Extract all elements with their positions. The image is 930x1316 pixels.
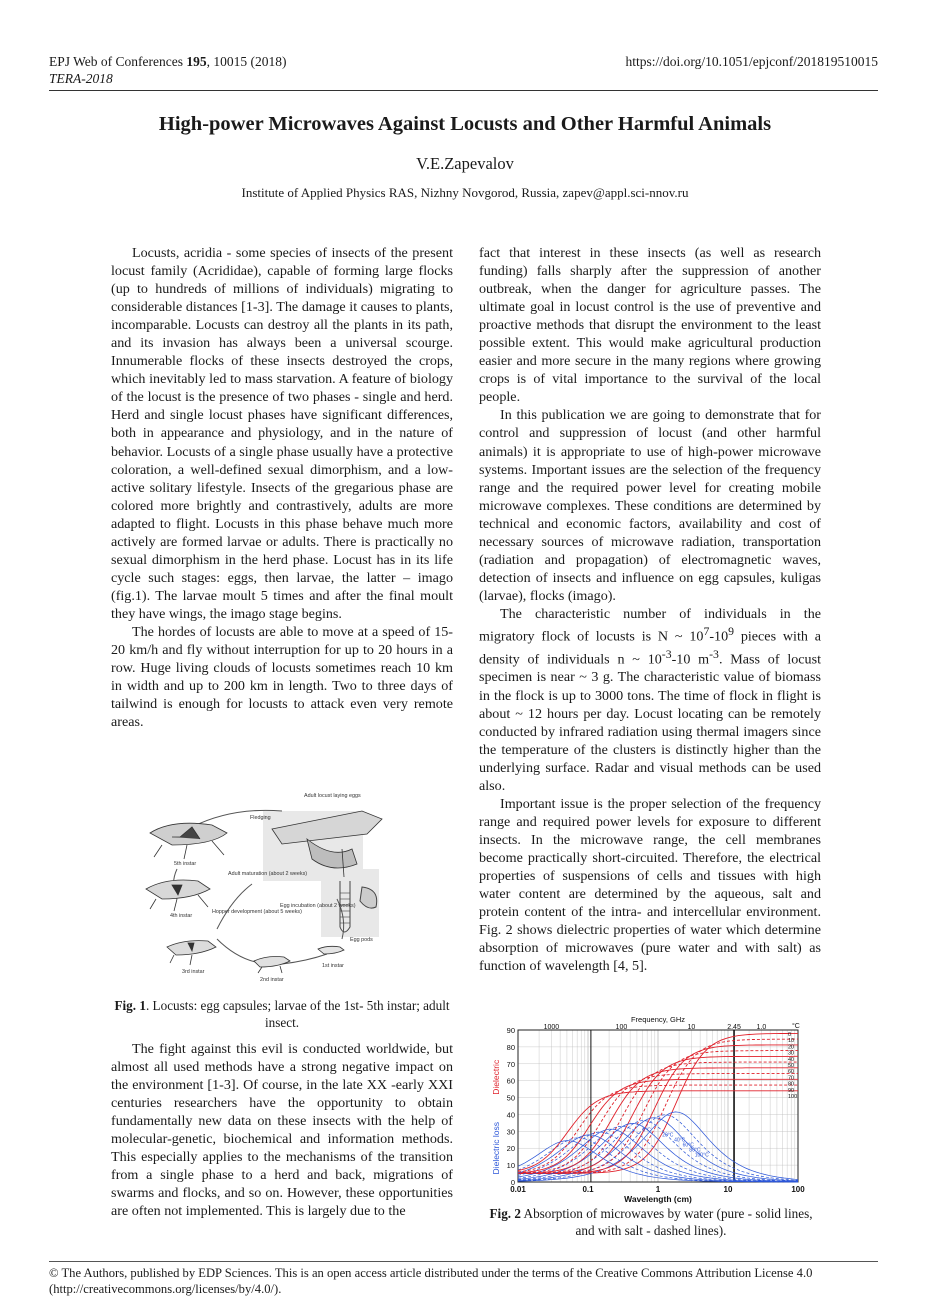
x-tick-label: 0.01 [510,1185,526,1194]
temperature-label: 60 [788,1069,795,1076]
top-tick-label: 1.0 [756,1024,767,1031]
label-fifth-instar: 5th instar [174,861,197,867]
label-fourth-instar: 4th instar [170,913,193,919]
x-tick-label: 100 [791,1185,805,1194]
temperature-label: 20 [788,1044,795,1051]
paragraph: In this publication we are going to demonstrate that for control and suppression of locust (and other harmful animals) it is appropriate to use of high-power microwave systems. Important issues are the selection of the frequency range and the required power level for creating mobile microwave complexes. These conditions are determined by technical and economic factors, availability and cost of necessary sources of microwave radiation, transportation (radiation and propagation) of electromagnetic waves, detection of insects and influence on egg capsules, kuligas (larvae), flocks (imago). [479,407,821,604]
loss-peak-label: 0°C [642,1127,651,1134]
paragraph: The characteristic number of individuals in the migratory flock of locusts is N ~ $10^7-10^9$ pieces with a density of individuals n ~ $10^{-3}-10$ $m^{-3}$. Mass of locust specimen is near ~ 3 g. The characteristic value of biomass in the flock is up to 3000 tons. The time of flock in flight is about ~ 12 hours per day. Locust locating can be remotely conducted by infrared radiation using thermal imagers since the temperature of the clusters is distinctly higher than the underlying surface. Radar and visual methods can be used also. [479,605,821,794]
temperature-label: 0 [788,1032,792,1038]
license-line: © The Authors, published by EDP Sciences. This is an open access article distributed under the terms of the Creative Commons Attribution License 4.0 [49,1266,813,1280]
top-tick-label: 100 [615,1024,628,1031]
left-column-bottom [111,1040,453,1220]
x-tick-label: 10 [723,1185,733,1194]
temperature-label: 100 [788,1094,798,1100]
figure-locust-life-cycle [132,789,432,985]
top-tick-label: 10 [687,1024,696,1031]
affiliation: Institute of Applied Physics RAS, Nizhny Novgorod, Russia, zapev@appl.sci-nnov.ru [241,185,689,200]
x-tick-label: 1 [655,1185,661,1194]
label-hopper: Hopper development (about 5 weeks) [212,909,302,915]
label-fledging: Fledging [250,815,271,821]
doi-link[interactable]: https://doi.org/10.1051/epjconf/201819510015 [625,54,878,69]
temperature-label: 70 [788,1075,795,1082]
first-instar-icon [318,946,344,954]
header-divider [49,90,878,91]
figure1-caption: Fig. 1. Locusts: egg capsules; larvae of the 1st- 5th instar; adult insect. [114,998,450,1030]
temperature-unit: °C [792,1023,800,1030]
conference-name: TERA-2018 [49,71,113,86]
top-axis-label: Frequency, GHz [630,1015,686,1024]
running-header-left [49,53,287,87]
y-tick-label: 20 [506,1144,515,1154]
loss-peak-label: 80°C [689,1147,701,1154]
loss-peak-label: 20°C [662,1132,674,1139]
y-tick-label: 50 [506,1093,515,1103]
y-tick-label: 30 [506,1127,515,1137]
label-maturation: Adult maturation (about 2 weeks) [228,871,308,877]
top-tick-label: 1000 [543,1024,560,1031]
temperature-label: 80 [788,1081,795,1088]
label-third-instar: 3rd instar [182,969,205,975]
license-url[interactable]: (http://creativecommons.org/licenses/by/4.0/). [49,1281,282,1296]
life-cycle-illustration [132,789,432,985]
y-tick-label: 80 [506,1042,515,1052]
absorption-chart-svg [490,1014,810,1208]
label-egg-pods: Egg pods [350,937,373,943]
label-first-instar: 1st instar [322,963,344,969]
temperature-label: 50 [788,1063,795,1069]
author-name: V.E.Zapevalov [416,154,514,173]
y-axis-label-loss: Dielectric loss [491,1122,501,1175]
paragraph: fact that interest in these insects (as well as research funding) falls sharply after the suppression of another outbreak, when the danger for agriculture passes. The ultimate goal in locust control is the use of preventive and proactive methods that disrupt the environment to the least possible extent. This would make agricultural production easier and more secure in the many regions where growing crops is of vital importance to the survival of the local people. [479,245,821,406]
third-instar-icon [167,941,216,965]
label-second-instar: 2nd instar [260,977,284,983]
figure2-caption: Fig. 2 Absorption of microwaves by water (pure - solid lines, and with salt - dashed lines). [489,1206,813,1238]
fifth-instar-icon [150,823,227,859]
temperature-label: 40 [788,1056,795,1063]
journal-citation: EPJ Web of Conferences 195, 10015 (2018) [49,54,287,69]
loss-peak-label: 40°C [674,1137,686,1144]
right-column [479,244,821,975]
loss-peak-label: 100°C [694,1152,709,1159]
x-axis-label: Wavelength (cm) [624,1194,692,1204]
x-tick-label: 0.1 [582,1185,594,1194]
loss-peak-label: 60°C [682,1142,694,1149]
footer-divider [49,1261,878,1262]
temperature-label: 90 [788,1087,795,1094]
license-footer [49,1266,879,1297]
temperature-label: 10 [788,1038,795,1045]
y-tick-label: 90 [506,1026,515,1035]
label-incubation: Egg incubation (about 2 weeks) [280,903,356,909]
y-axis-label-dielectric: Dielectric [491,1059,501,1095]
temperature-label: 30 [788,1050,795,1057]
left-column [111,244,453,731]
y-tick-label: 40 [506,1110,515,1120]
y-tick-label: 60 [506,1076,515,1086]
second-instar-icon [254,957,290,974]
paragraph: Locusts, acridia - some species of insects of the present locust family (Acrididae), capable of forming large flocks (up to hundreds of millions of individuals) migrating to considerable distances [1-3]. The damage it causes to plants, incomparable. Locusts can destroy all the plants in its path, and its invasion has always been a universal scourge. Innumerable flocks of these insects destroyed the crops, which inevitably led to mass starvation. A feature of biology of the locust is the presence of two phases - single and herd. Herd and single locust phases have significant differences, both in appearance and physiology, and in the nature of behavior. Locusts of a single phase usually have a protective coloration, a well-defined sexual dimorphism, and a low-active solitary lifestyle. Insects of the gregarious phase are colored more brightly and contrastively, adults are more adapted to flight. Locusts in this phase behave much more actively are formed larvae or adults. There is practically no sexual dimorphism in the herd phase. Locust has in its life cycle such stages: eggs, then larvae, the latter – imago (fig.1). The larvae moult 5 times and after the final moult they have wings, the imago stage begins. [111,245,453,622]
paragraph: Important issue is the proper selection of the frequency range and required power levels for exposure to different insects. In the microwave range, the cell membranes become practically short-circuited. Therefore, the electrical properties of suspensions of cells and tissues with high water content are determined by the aqueous, salt and protein content of the intra- and intercellular environment. Fig. 2 shows dielectric properties of water which determine absorption of microwaves (pure water and with salt) as function of wavelength [4, 5]. [479,795,821,975]
fourth-instar-icon [146,880,210,911]
y-tick-label: 10 [506,1161,515,1171]
paragraph: The hordes of locusts are able to move at a speed of 15-20 km/h and fly without interruption for up to 20 hours in a row. Huge living clouds of locusts sometimes reach 10 km in width and up to 200 km in length. Two to three days of tailwind is enough for locusts to attack even very remote areas. [111,623,453,731]
label-adult: Adult locust laying eggs [304,793,361,799]
figure-water-absorption-chart [490,1014,810,1208]
paper-title: High-power Microwaves Against Locusts and Other Harmful Animals [158,113,772,135]
top-tick-label: 2.45 [727,1024,741,1031]
paragraph: The fight against this evil is conducted worldwide, but almost all used methods have a strong negative impact on the environment [1-3]. Of course, in the late XX -early XXI centuries researchers have the opportunity to obtain fundamentally new data on these insects with the help of molecular-genetic, biochemical and information methods. This especially applies to the mechanisms of the transition from a single phase to a herd and back, migrations of swarms and flocks, and so on. However, these opportunities are often not implemented. This is largely due to the [111,1041,453,1220]
y-tick-label: 70 [506,1059,515,1069]
y-tick-label: 0 [510,1178,515,1187]
